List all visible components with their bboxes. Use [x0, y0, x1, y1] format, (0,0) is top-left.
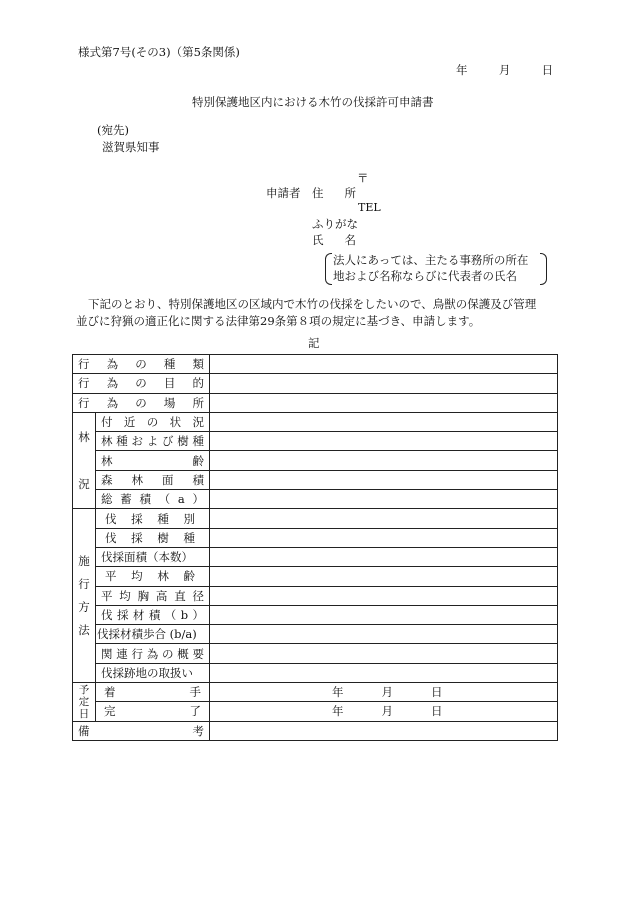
row-start-date	[73, 683, 558, 702]
field-average-age[interactable]	[210, 567, 558, 586]
document-title: 特別保護地区内における木竹の伐採許可申請書	[192, 95, 434, 109]
label-forest-age: 林 齢	[96, 451, 210, 470]
field-cutting-area[interactable]	[210, 547, 558, 566]
field-surroundings[interactable]	[210, 412, 558, 431]
label-cutting-ratio: 伐採材積歩合 (b/a)	[96, 625, 210, 644]
row-remarks	[73, 721, 558, 740]
address-label: 住 所	[312, 186, 356, 200]
label-finish: 完 了	[96, 702, 210, 721]
field-cutting-volume[interactable]	[210, 605, 558, 624]
note-bracket-left	[325, 253, 332, 285]
label-cutting-species: 伐 採 樹 種	[96, 528, 210, 547]
row-site-handling	[73, 663, 558, 682]
label-cutting-type: 伐 採 種 別	[96, 509, 210, 528]
row-finish-date	[73, 702, 558, 721]
field-related-acts[interactable]	[210, 644, 558, 663]
note-line-2: 地および名称ならびに代表者の氏名	[333, 269, 517, 283]
note-bracket-right	[540, 253, 547, 285]
row-forest-area	[73, 470, 558, 489]
name-label: 氏 名	[312, 233, 356, 247]
field-average-diameter[interactable]	[210, 586, 558, 605]
row-cutting-species	[73, 528, 558, 547]
label-remarks: 備 考	[73, 721, 210, 740]
label-cutting-area: 伐採面積（本数）	[96, 547, 210, 566]
label-average-diameter: 平 均 胸 高 直 径	[96, 586, 210, 605]
postal-mark: 〒	[357, 171, 369, 185]
addressee-label: (宛先)	[97, 123, 129, 137]
furigana-label: ふりがな	[312, 217, 358, 231]
label-act-purpose: 行 為 の 目 的	[73, 374, 210, 393]
label-surroundings: 付 近 の 状 況	[96, 412, 210, 431]
row-forest-type	[73, 432, 558, 451]
field-forest-age[interactable]	[210, 451, 558, 470]
application-table	[72, 354, 558, 741]
label-start: 着 手	[96, 683, 210, 702]
field-forest-type[interactable]	[210, 432, 558, 451]
header-date-month: 月	[498, 63, 511, 77]
field-total-volume[interactable]	[210, 490, 558, 509]
field-forest-area[interactable]	[210, 470, 558, 489]
label-average-age: 平 均 林 齢	[96, 567, 210, 586]
row-cutting-ratio	[73, 625, 558, 644]
row-total-volume	[73, 490, 558, 509]
field-start-date[interactable]: 年 月 日	[210, 683, 558, 702]
field-cutting-ratio[interactable]	[210, 625, 558, 644]
header-date	[456, 62, 553, 78]
field-finish-date[interactable]: 年 月 日	[210, 702, 558, 721]
row-cutting-area	[73, 547, 558, 566]
row-forest-age	[73, 451, 558, 470]
row-average-diameter	[73, 586, 558, 605]
addressee-name: 滋賀県知事	[102, 140, 160, 154]
tel-label: TEL	[358, 201, 381, 214]
field-act-place[interactable]	[210, 393, 558, 412]
label-forest-type: 林 種 お よ び 樹 種	[96, 432, 210, 451]
ki-mark: 記	[308, 336, 320, 350]
group-schedule: 予 定 日	[73, 683, 96, 722]
label-cutting-volume: 伐 採 材 積 （ b ）	[96, 605, 210, 624]
field-cutting-species[interactable]	[210, 528, 558, 547]
label-total-volume: 総 蓄 積 （ a ）	[96, 490, 210, 509]
label-act-place: 行 為 の 場 所	[73, 393, 210, 412]
header-date-day: 日	[541, 63, 554, 77]
header-date-year: 年	[456, 63, 468, 77]
field-act-purpose[interactable]	[210, 374, 558, 393]
row-forest-surroundings	[73, 412, 558, 431]
label-related-acts: 関 連 行 為 の 概 要	[96, 644, 210, 663]
form-number: 様式第7号(その3)（第5条関係)	[78, 45, 240, 59]
row-average-age	[73, 567, 558, 586]
row-act-purpose	[73, 374, 558, 393]
field-site-handling[interactable]	[210, 663, 558, 682]
field-act-type[interactable]	[210, 355, 558, 374]
applicant-label: 申請者	[266, 186, 301, 200]
field-cutting-type[interactable]	[210, 509, 558, 528]
group-method: 施 行 方 法	[73, 509, 96, 683]
label-act-type: 行 為 の 種 類	[73, 355, 210, 374]
label-site-handling: 伐採跡地の取扱い	[96, 663, 210, 682]
label-forest-area: 森 林 面 積	[96, 470, 210, 489]
row-cutting-type	[73, 509, 558, 528]
body-text-line-1: 下記のとおり、特別保護地区の区域内で木竹の伐採をしたいので、鳥獣の保護及び管理	[88, 297, 537, 311]
row-related-acts	[73, 644, 558, 663]
body-text-line-2: 並びに狩猟の適正化に関する法律第29条第８項の規定に基づき、申請します。	[76, 314, 481, 328]
group-forest-condition: 林 況	[73, 412, 96, 508]
field-remarks[interactable]	[210, 721, 558, 740]
row-cutting-volume	[73, 605, 558, 624]
row-act-type	[73, 355, 558, 374]
row-act-place	[73, 393, 558, 412]
note-line-1: 法人にあっては、主たる事務所の所在	[333, 253, 529, 267]
